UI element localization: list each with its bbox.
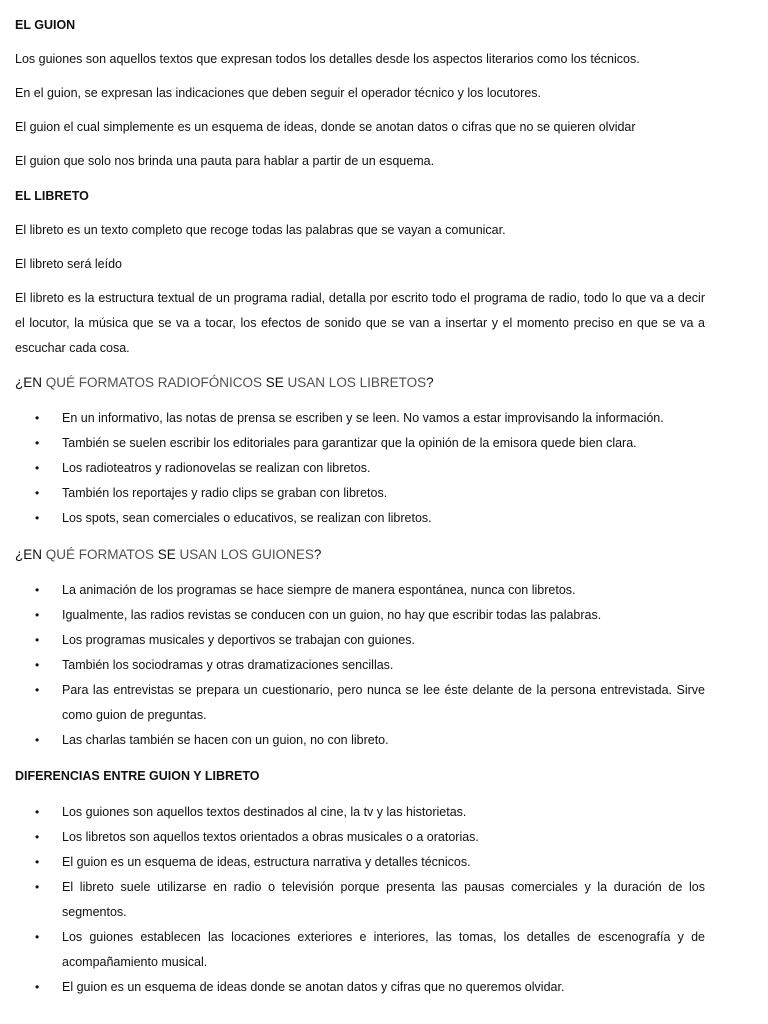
bullet-icon: • (35, 633, 40, 647)
heading-part: ? (313, 547, 322, 562)
bullet-icon: • (35, 930, 40, 944)
bullet-icon: • (35, 683, 40, 697)
guion-heading: EL GUION (15, 18, 76, 32)
list-item-text: Las charlas también se hacen con un guion, no con libreto. (62, 733, 389, 747)
bullet-icon: • (35, 733, 40, 747)
heading-part: SE (265, 375, 288, 390)
bullet-icon: • (35, 880, 40, 894)
bullet-icon: • (35, 583, 40, 597)
guion-paragraph-4: El guion que solo nos brinda una pauta para hablar a partir de un esquema. (15, 154, 435, 168)
bullet-icon: • (35, 608, 40, 622)
guion-paragraph-2: En el guion, se expresan las indicaciones que deben seguir el operador técnico y los locutores. (15, 86, 542, 100)
bullet-icon: • (35, 855, 40, 869)
libretos-formats-heading (15, 373, 434, 393)
list-item-text: El guion es un esquema de ideas, estructura narrativa y detalles técnicos. (62, 855, 471, 869)
bullet-icon: • (35, 461, 40, 475)
bullet-icon: • (35, 805, 40, 819)
heading-part: ¿EN (15, 375, 46, 390)
libreto-paragraph-2: El libreto será leído (15, 257, 123, 271)
list-item (15, 628, 705, 653)
list-item-text: Los programas musicales y deportivos se trabajan con guiones. (62, 633, 415, 647)
list-item (15, 850, 705, 875)
list-item (15, 481, 705, 506)
list-item (15, 800, 705, 825)
list-item-text: El libreto suele utilizarse en radio o televisión porque presenta las pausas comerciales y la duración de los segmentos. (62, 880, 705, 919)
list-item (15, 603, 705, 628)
list-item (15, 578, 705, 603)
list-item-text: El guion es un esquema de ideas donde se anotan datos y cifras que no queremos olvidar. (62, 980, 565, 994)
bullet-icon: • (35, 511, 40, 525)
guiones-formats-list (15, 578, 705, 753)
list-item-text: Para las entrevistas se prepara un cuestionario, pero nunca se lee éste delante de la persona entrevistada. Sirve como guion de preguntas. (62, 683, 705, 722)
libreto-paragraph-3: El libreto es la estructura textual de un programa radial, detalla por escrito todo el programa de radio, todo lo que va a decir el locutor, la música que se va a tocar, los efectos de sonido que se van a insertar y el momento preciso en que se va a escuchar cada cosa. (15, 291, 705, 355)
heading-part: ? (426, 375, 434, 390)
bullet-icon: • (35, 411, 40, 425)
guiones-formats-heading (15, 545, 321, 565)
list-item-text: También los sociodramas y otras dramatizaciones sencillas. (62, 658, 394, 672)
list-item-text: Igualmente, las radios revistas se conducen con un guion, no hay que escribir todas las palabras. (62, 608, 602, 622)
heading-part: ¿EN (15, 547, 46, 562)
heading-part: SE (157, 547, 180, 562)
list-item (15, 653, 705, 678)
heading-part: USAN LOS LIBRETOS (287, 375, 427, 390)
libreto-heading: EL LIBRETO (15, 189, 89, 203)
heading-part: USAN LOS GUIONES (179, 547, 314, 562)
list-item-text: Los libretos son aquellos textos orientados a obras musicales o a oratorias. (62, 830, 479, 844)
list-item-text: También se suelen escribir los editoriales para garantizar que la opinión de la emisora quede bien clara. (62, 436, 637, 450)
list-item-text: La animación de los programas se hace siempre de manera espontánea, nunca con libretos. (62, 583, 576, 597)
diferencias-list (15, 800, 705, 1000)
heading-part: QUÉ FORMATOS RADIOFÓNICOS (45, 375, 266, 390)
list-item (15, 456, 705, 481)
guion-paragraph-1: Los guiones son aquellos textos que expresan todos los detalles desde los aspectos literarios como los técnicos. (15, 52, 640, 66)
list-item (15, 678, 705, 728)
list-item-text: También los reportajes y radio clips se graban con libretos. (62, 486, 388, 500)
libretos-formats-list (15, 406, 705, 531)
list-item (15, 728, 705, 753)
list-item (15, 506, 705, 531)
bullet-icon: • (35, 658, 40, 672)
list-item-text: Los radioteatros y radionovelas se realizan con libretos. (62, 461, 371, 475)
heading-part: QUÉ FORMATOS (45, 547, 158, 562)
list-item (15, 975, 705, 1000)
list-item-text: Los guiones establecen las locaciones exteriores e interiores, las tomas, los detalles de escenografía y de acompañamiento musical. (62, 930, 705, 969)
list-item-text: En un informativo, las notas de prensa se escriben y se leen. No vamos a estar improvisando la información. (62, 411, 664, 425)
bullet-icon: • (35, 486, 40, 500)
list-item (15, 406, 705, 431)
list-item (15, 825, 705, 850)
list-item (15, 875, 705, 925)
list-item-text: Los spots, sean comerciales o educativos, se realizan con libretos. (62, 511, 432, 525)
libreto-paragraph-1: El libreto es un texto completo que recoge todas las palabras que se vayan a comunicar. (15, 223, 506, 237)
guion-paragraph-3: El guion el cual simplemente es un esquema de ideas, donde se anotan datos o cifras que no se quieren olvidar (15, 120, 636, 134)
list-item (15, 925, 705, 975)
diferencias-heading: DIFERENCIAS ENTRE GUION Y LIBRETO (15, 769, 260, 783)
bullet-icon: • (35, 830, 40, 844)
bullet-icon: • (35, 436, 40, 450)
bullet-icon: • (35, 980, 40, 994)
list-item (15, 431, 705, 456)
list-item-text: Los guiones son aquellos textos destinados al cine, la tv y las historietas. (62, 805, 467, 819)
